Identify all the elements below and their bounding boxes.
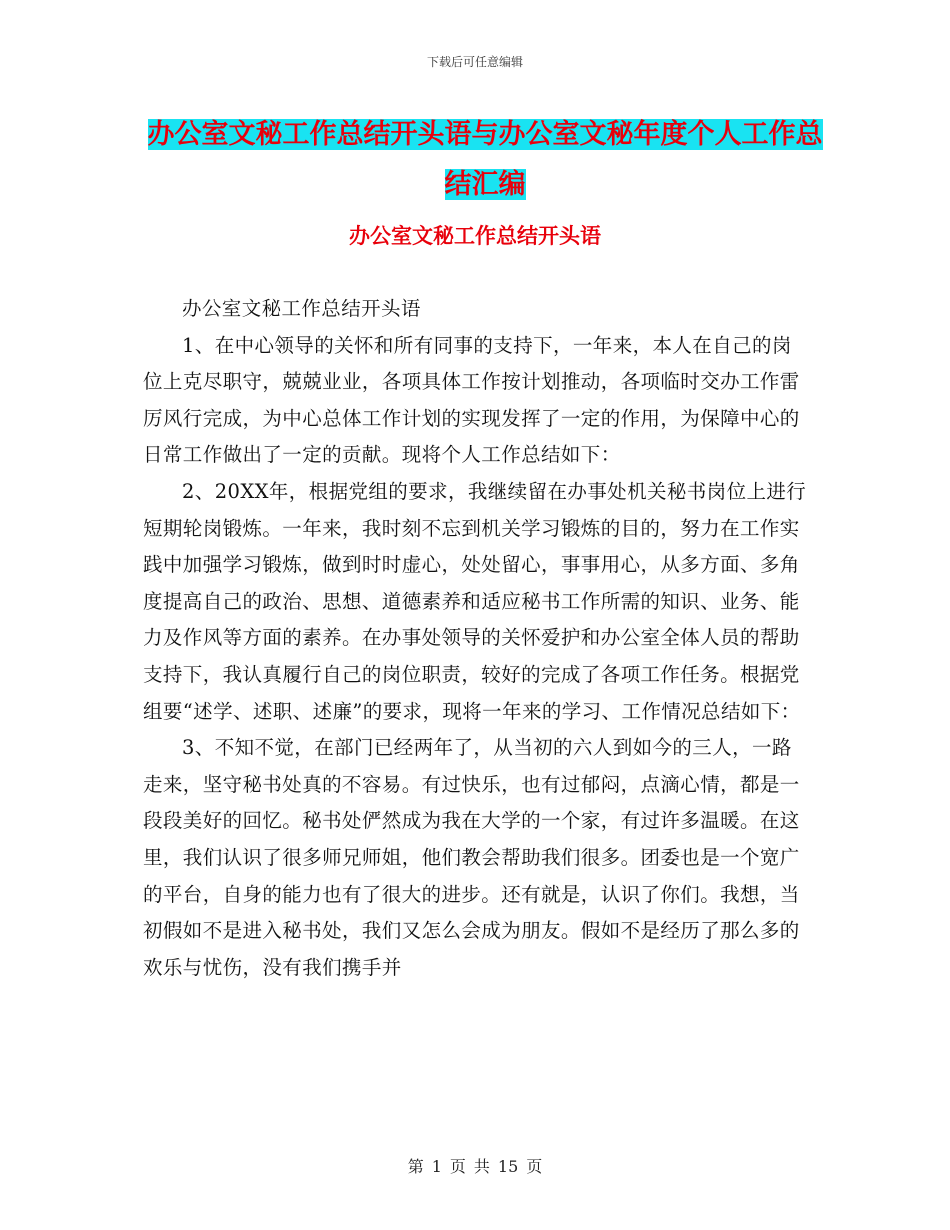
- footer-page-mid: 页: [449, 1157, 466, 1176]
- footer-total-prefix: 共: [473, 1157, 490, 1176]
- paragraph-2: 2、20XX年，根据党组的要求，我继续留在办事处机关秘书岗位上进行短期轮岗锻炼。一年来，我时刻不忘到机关学习锻炼的目的，努力在工作实践中加强学习锻炼，做到时时虚心，处处留心，事事用心，从多方面、多角度提高自己的政治、思想、道德素养和适应秘书工作所需的知识、业务、能力及作风等方面的素养。在办事处领导的关怀爱护和办公室全体人员的帮助支持下，我认真履行自己的岗位职责，较好的完成了各项工作任务。根据党组要“述学、述职、述廉”的要求，现将一年来的学习、工作情况总结如下：: [143, 479, 807, 723]
- paragraph-3: 3、不知不觉，在部门已经两年了，从当初的六人到如今的三人，一路走来，坚守秘书处真的不容易。有过快乐，也有过郁闷，点滴心情，都是一段段美好的回忆。秘书处俨然成为我在大学的一个家，有过许多温暖。在这里，我们认识了很多师兄师姐，他们教会帮助我们很多。团委也是一个宽广的平台，自身的能力也有了很大的进步。还有就是，认识了你们。我想，当初假如不是进入秘书处，我们又怎么会成为朋友。假如不是经历了那么多的欢乐与忧伤，没有我们携手并: [143, 736, 800, 979]
- page-footer: [0, 1154, 950, 1177]
- header-note: 下载后可任意编辑: [426, 55, 523, 69]
- document-title-text: 办公室文秘工作总结开头语与办公室文秘年度个人工作总结汇编: [147, 119, 823, 200]
- paragraph-1: 1、在中心领导的关怀和所有同事的支持下，一年来，本人在自己的岗位上克尽职守，兢兢业业，各项具体工作按计划推动，各项临时交办工作雷厉风行完成，为中心总体工作计划的实现发挥了一定的作用，为保障中心的日常工作做出了一定的贡献。现将个人工作总结如下：: [143, 333, 800, 467]
- footer-page-prefix: 第: [407, 1157, 424, 1176]
- footer-page-number: 1: [431, 1157, 442, 1176]
- footer-total-suffix: 页: [526, 1157, 543, 1176]
- document-title: [140, 110, 830, 210]
- section-title: 办公室文秘工作总结开头语: [349, 224, 601, 248]
- paragraph-intro: 办公室文秘工作总结开头语: [182, 297, 421, 320]
- footer-total-pages: 15: [497, 1157, 519, 1176]
- document-body: [143, 291, 811, 986]
